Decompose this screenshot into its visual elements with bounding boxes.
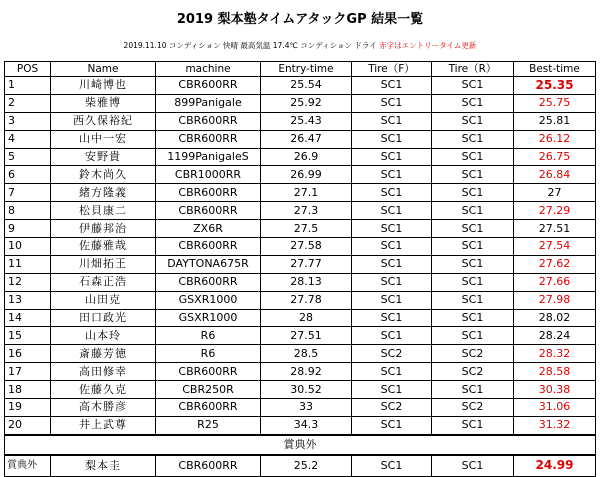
header-machine: machine [156,62,261,77]
cell-pos: 17 [5,363,51,381]
cell-machine: CBR600RR [156,77,261,95]
cell-tire-front: SC1 [352,220,432,238]
table-row [5,345,596,363]
cell-best-time: 25.75 [514,94,596,112]
cell-entry-time: 25.54 [261,77,352,95]
cell-tire-front: SC1 [352,291,432,309]
cell-entry-time: 25.2 [261,455,352,477]
cell-tire-rear: SC1 [432,381,514,399]
cell-tire-rear: SC1 [432,327,514,345]
cell-name: 高木勝彦 [51,399,156,417]
table-row [5,381,596,399]
cell-name: 伊藤邦治 [51,220,156,238]
cell-machine: 1199PanigaleS [156,148,261,166]
cell-entry-time: 30.52 [261,381,352,399]
cell-machine: CBR250R [156,381,261,399]
cell-pos: 5 [5,148,51,166]
cell-pos: 12 [5,273,51,291]
cell-best-time: 27.62 [514,255,596,273]
cell-machine: CBR600RR [156,184,261,202]
cell-machine: CBR600RR [156,273,261,291]
cell-tire-rear: SC1 [432,148,514,166]
cell-name: 石森正浩 [51,273,156,291]
table-row [5,416,596,434]
cell-tire-rear: SC2 [432,399,514,417]
table-row [5,112,596,130]
cell-entry-time: 27.3 [261,202,352,220]
cell-name: 緒方隆義 [51,184,156,202]
guest-row [5,455,596,477]
cell-entry-time: 28 [261,309,352,327]
cell-machine: CBR600RR [156,363,261,381]
cell-pos: 7 [5,184,51,202]
cell-pos: 1 [5,77,51,95]
cell-entry-time: 27.77 [261,255,352,273]
cell-name: 西久保裕紀 [51,112,156,130]
table-row [5,220,596,238]
conditions-text: 2019.11.10 コンディション 快晴 最高気温 17.4℃ コンディション ドライ [123,41,380,50]
cell-best-time: 27.98 [514,291,596,309]
cell-tire-rear: SC1 [432,112,514,130]
cell-tire-front: SC1 [352,238,432,256]
table-row [5,238,596,256]
cell-pos: 賞典外 [5,455,51,477]
cell-name: 柴雅博 [51,94,156,112]
cell-pos: 10 [5,238,51,256]
cell-best-time: 26.12 [514,130,596,148]
cell-pos: 19 [5,399,51,417]
table-row [5,273,596,291]
cell-tire-front: SC2 [352,345,432,363]
cell-machine: CBR600RR [156,202,261,220]
header-best-time: Best-time [514,62,596,77]
cell-best-time: 27.54 [514,238,596,256]
cell-tire-front: SC1 [352,166,432,184]
cell-best-time: 25.35 [514,77,596,95]
cell-best-time: 28.02 [514,309,596,327]
cell-name: 山田克 [51,291,156,309]
cell-entry-time: 33 [261,399,352,417]
table-row [5,399,596,417]
cell-best-time: 31.32 [514,416,596,434]
cell-pos: 13 [5,291,51,309]
cell-entry-time: 27.51 [261,327,352,345]
cell-tire-rear: SC1 [432,220,514,238]
cell-tire-front: SC1 [352,184,432,202]
cell-pos: 3 [5,112,51,130]
cell-pos: 2 [5,94,51,112]
cell-name: 鈴木尚久 [51,166,156,184]
cell-tire-front: SC1 [352,455,432,477]
cell-name: 安野貴 [51,148,156,166]
cell-name: 川畑拓王 [51,255,156,273]
cell-entry-time: 28.13 [261,273,352,291]
cell-tire-front: SC1 [352,255,432,273]
separator-row [5,435,596,455]
cell-entry-time: 25.92 [261,94,352,112]
cell-tire-front: SC1 [352,148,432,166]
cell-tire-rear: SC1 [432,416,514,434]
cell-tire-front: SC1 [352,112,432,130]
table-header-row [5,62,596,77]
cell-pos: 18 [5,381,51,399]
cell-tire-rear: SC1 [432,130,514,148]
cell-machine: CBR600RR [156,112,261,130]
cell-name: 佐藤久克 [51,381,156,399]
cell-tire-front: SC1 [352,327,432,345]
cell-machine: CBR600RR [156,130,261,148]
table-row [5,184,596,202]
cell-entry-time: 28.92 [261,363,352,381]
cell-machine: DAYTONA675R [156,255,261,273]
cell-name: 山中一宏 [51,130,156,148]
cell-tire-rear: SC1 [432,94,514,112]
cell-tire-rear: SC1 [432,166,514,184]
table-row [5,255,596,273]
cell-entry-time: 27.58 [261,238,352,256]
conditions-note: 赤字はエントリータイム更新 [379,41,477,50]
cell-pos: 8 [5,202,51,220]
cell-best-time: 27.66 [514,273,596,291]
cell-name: 梨本圭 [51,455,156,477]
cell-tire-front: SC1 [352,416,432,434]
table-row [5,130,596,148]
table-row [5,309,596,327]
conditions-line [0,40,600,51]
cell-entry-time: 34.3 [261,416,352,434]
cell-machine: CBR600RR [156,455,261,477]
cell-tire-rear: SC2 [432,363,514,381]
cell-tire-front: SC1 [352,363,432,381]
cell-tire-front: SC1 [352,77,432,95]
page-title: 2019 梨本塾タイムアタックGP 結果一覧 [176,12,424,27]
cell-best-time: 27 [514,184,596,202]
cell-machine: GSXR1000 [156,309,261,327]
cell-best-time: 31.06 [514,399,596,417]
cell-pos: 6 [5,166,51,184]
cell-tire-rear: SC1 [432,455,514,477]
cell-tire-front: SC1 [352,309,432,327]
cell-tire-front: SC1 [352,202,432,220]
cell-name: 田口政光 [51,309,156,327]
cell-pos: 14 [5,309,51,327]
cell-tire-rear: SC1 [432,255,514,273]
cell-best-time: 28.32 [514,345,596,363]
cell-tire-rear: SC1 [432,77,514,95]
cell-name: 高田修幸 [51,363,156,381]
header-tire-rear: Tire（R） [432,62,514,77]
cell-tire-front: SC2 [352,399,432,417]
cell-entry-time: 28.5 [261,345,352,363]
cell-machine: CBR1000RR [156,166,261,184]
cell-name: 松貝康二 [51,202,156,220]
cell-best-time: 27.51 [514,220,596,238]
cell-machine: CBR600RR [156,238,261,256]
cell-entry-time: 26.47 [261,130,352,148]
table-row [5,148,596,166]
cell-tire-rear: SC2 [432,345,514,363]
cell-best-time: 25.81 [514,112,596,130]
cell-name: 斎藤芳徳 [51,345,156,363]
cell-tire-rear: SC1 [432,184,514,202]
cell-entry-time: 25.43 [261,112,352,130]
table-row [5,363,596,381]
header-name: Name [51,62,156,77]
cell-tire-front: SC1 [352,130,432,148]
cell-entry-time: 27.5 [261,220,352,238]
cell-best-time: 27.29 [514,202,596,220]
cell-best-time: 28.24 [514,327,596,345]
header-entry-time: Entry-time [261,62,352,77]
cell-machine: ZX6R [156,220,261,238]
separator-label: 賞典外 [5,435,596,455]
results-table [4,61,596,477]
cell-pos: 9 [5,220,51,238]
cell-entry-time: 26.9 [261,148,352,166]
header-tire-front: Tire（F） [352,62,432,77]
cell-best-time: 28.58 [514,363,596,381]
table-row [5,166,596,184]
cell-name: 山本玲 [51,327,156,345]
cell-machine: R25 [156,416,261,434]
cell-tire-rear: SC1 [432,291,514,309]
cell-pos: 15 [5,327,51,345]
cell-machine: CBR600RR [156,399,261,417]
table-row [5,202,596,220]
table-row [5,327,596,345]
cell-best-time: 26.84 [514,166,596,184]
cell-pos: 11 [5,255,51,273]
cell-pos: 20 [5,416,51,434]
cell-entry-time: 27.78 [261,291,352,309]
cell-best-time: 24.99 [514,455,596,477]
header-pos: POS [5,62,51,77]
table-row [5,291,596,309]
cell-machine: 899Panigale [156,94,261,112]
table-row [5,77,596,95]
cell-tire-front: SC1 [352,273,432,291]
results-body [5,77,596,477]
cell-entry-time: 26.99 [261,166,352,184]
cell-name: 井上武尊 [51,416,156,434]
cell-machine: R6 [156,327,261,345]
table-row [5,94,596,112]
cell-best-time: 26.75 [514,148,596,166]
cell-pos: 16 [5,345,51,363]
cell-pos: 4 [5,130,51,148]
cell-tire-rear: SC1 [432,309,514,327]
cell-tire-front: SC1 [352,94,432,112]
cell-tire-rear: SC1 [432,238,514,256]
cell-best-time: 30.38 [514,381,596,399]
cell-machine: GSXR1000 [156,291,261,309]
cell-name: 川崎博也 [51,77,156,95]
cell-tire-rear: SC1 [432,202,514,220]
cell-tire-front: SC1 [352,381,432,399]
cell-entry-time: 27.1 [261,184,352,202]
cell-tire-rear: SC1 [432,273,514,291]
cell-machine: R6 [156,345,261,363]
cell-name: 佐藤雅哉 [51,238,156,256]
